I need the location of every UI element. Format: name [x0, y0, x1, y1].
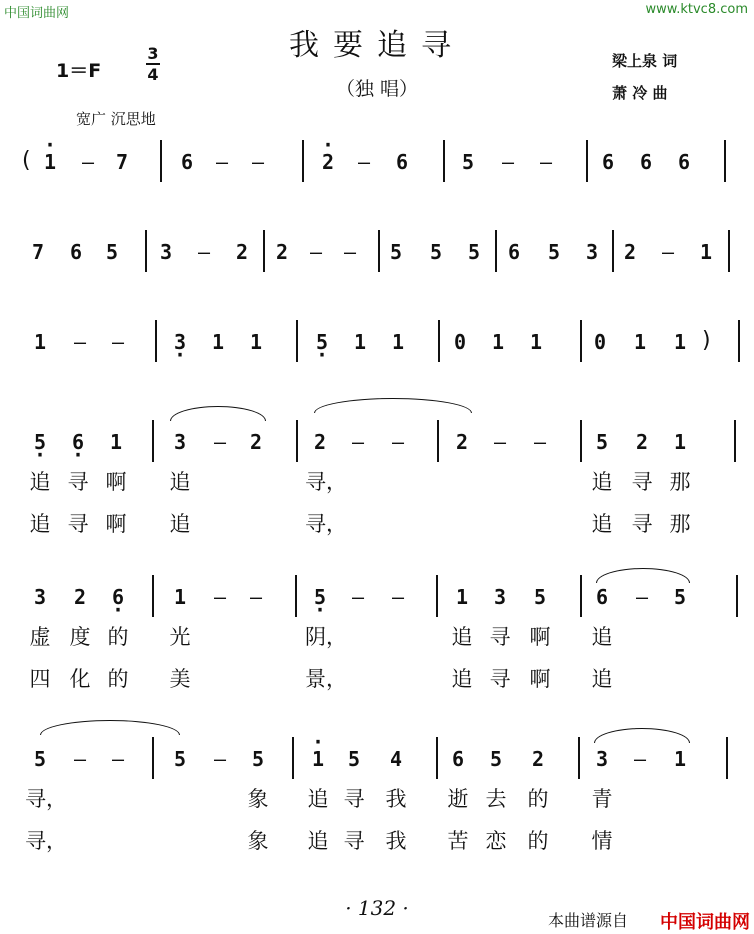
- lyric-syllable: 的: [107, 667, 129, 691]
- note: 6: [69, 240, 83, 264]
- lyric-syllable: 的: [527, 787, 549, 811]
- bar-line: [436, 737, 438, 779]
- note: 6: [451, 747, 465, 771]
- source-site: 中国词曲网: [660, 912, 750, 933]
- note: 1: [633, 330, 647, 354]
- note: 0: [453, 330, 467, 354]
- bar-line: [152, 575, 154, 617]
- bar-line: [736, 575, 738, 617]
- lyric-syllable: 的: [527, 829, 549, 853]
- lyric-syllable: 追: [29, 512, 51, 536]
- note: 3: [33, 585, 47, 609]
- note: 6: [595, 585, 609, 609]
- lyric-syllable: 我: [385, 787, 407, 811]
- lyric-syllable: 那: [669, 470, 691, 494]
- note: 5: [673, 585, 687, 609]
- bar-line: [296, 420, 298, 462]
- sustain-dash: –: [73, 747, 87, 771]
- sustain-dash: –: [343, 240, 357, 264]
- bar-line: [726, 737, 728, 779]
- sustain-dash: –: [661, 240, 675, 264]
- note: 5: [173, 747, 187, 771]
- note: 5: [347, 747, 361, 771]
- sustain-dash: –: [351, 430, 365, 454]
- sustain-dash: –: [213, 747, 227, 771]
- note: 1: [699, 240, 713, 264]
- sustain-dash: –: [351, 585, 365, 609]
- lyric-syllable: 去: [485, 787, 507, 811]
- sustain-dash: –: [197, 240, 211, 264]
- sustain-dash: –: [309, 240, 323, 264]
- note: 1: [33, 330, 47, 354]
- note: 1: [491, 330, 505, 354]
- score-line: [0, 747, 754, 787]
- note: · 2: [316, 150, 340, 174]
- lyric-syllable: 啊: [105, 470, 127, 494]
- sustain-dash: –: [251, 150, 265, 174]
- sustain-dash: –: [213, 430, 227, 454]
- lyric-syllable: 逝: [447, 787, 469, 811]
- watermark-right: www.ktvc8.com: [645, 2, 748, 17]
- bar-line: [263, 230, 265, 272]
- note: 3: [493, 585, 507, 609]
- bar-line: [443, 140, 445, 182]
- lyric-syllable: 寻: [67, 512, 89, 536]
- bar-line: [586, 140, 588, 182]
- score-line: [0, 330, 754, 370]
- note: 2: [531, 747, 545, 771]
- key-signature: 1＝F: [56, 60, 102, 82]
- slur-tie: [314, 398, 472, 413]
- note: 6: [180, 150, 194, 174]
- bar-line: [438, 320, 440, 362]
- note: 3: [595, 747, 609, 771]
- lyric-syllable: 那: [669, 512, 691, 536]
- note: · 1: [38, 150, 62, 174]
- song-subtitle: （独 唱）: [335, 78, 419, 100]
- lyric-syllable: 的: [107, 625, 129, 649]
- composer-credit: 萧 冷 曲: [612, 84, 668, 102]
- lyric-syllable: 寻: [489, 625, 511, 649]
- lyric-syllable: 象: [247, 829, 269, 853]
- note: 3 ·: [168, 330, 192, 354]
- bar-line: [580, 320, 582, 362]
- note: 1: [673, 747, 687, 771]
- note: 3: [159, 240, 173, 264]
- sustain-dash: –: [81, 150, 95, 174]
- bar-line: [152, 420, 154, 462]
- note: 5: [595, 430, 609, 454]
- note: 7: [115, 150, 129, 174]
- bar-line: [160, 140, 162, 182]
- bar-line: [738, 320, 740, 362]
- bar-line: [292, 737, 294, 779]
- lyric-syllable: 追: [169, 512, 191, 536]
- lyric-syllable: 寻: [489, 667, 511, 691]
- score-line: [0, 585, 754, 625]
- note: 5 ·: [310, 330, 334, 354]
- lyric-syllable: 光: [169, 625, 191, 649]
- lyric-syllable: 苦: [447, 829, 469, 853]
- bar-line: [296, 320, 298, 362]
- note: 0: [593, 330, 607, 354]
- note: 1: [109, 430, 123, 454]
- lyric-syllable: 寻，: [305, 470, 347, 494]
- sustain-dash: –: [357, 150, 371, 174]
- lyric-syllable: 寻，: [305, 512, 347, 536]
- lyric-syllable: 追: [451, 625, 473, 649]
- lyric-syllable: 寻，: [25, 829, 67, 853]
- bar-line: [437, 420, 439, 462]
- lyric-syllable: 度: [69, 625, 91, 649]
- bar-line: [436, 575, 438, 617]
- note: 5: [389, 240, 403, 264]
- sustain-dash: –: [539, 150, 553, 174]
- sustain-dash: –: [249, 585, 263, 609]
- sustain-dash: –: [391, 585, 405, 609]
- note: 2: [73, 585, 87, 609]
- bar-line: [378, 230, 380, 272]
- lyric-syllable: 景，: [305, 667, 347, 691]
- sustain-dash: –: [111, 330, 125, 354]
- note: 2: [635, 430, 649, 454]
- note: 4: [389, 747, 403, 771]
- bar-line: [728, 230, 730, 272]
- lyric-syllable: 追: [451, 667, 473, 691]
- lyric-syllable: 虚: [29, 625, 51, 649]
- tempo-marking: 宽广 沉思地: [76, 110, 156, 128]
- score-line: [0, 150, 754, 190]
- note: 2: [249, 430, 263, 454]
- note: 6: [395, 150, 409, 174]
- note: 1: [173, 585, 187, 609]
- page-number: · 132 ·: [345, 896, 409, 920]
- bar-line: [152, 737, 154, 779]
- note: 6: [601, 150, 615, 174]
- note: 3: [173, 430, 187, 454]
- note: 5: [533, 585, 547, 609]
- note: 5 ·: [28, 430, 52, 454]
- sustain-dash: –: [73, 330, 87, 354]
- sustain-dash: –: [391, 430, 405, 454]
- note: 3: [585, 240, 599, 264]
- note: 1: [529, 330, 543, 354]
- lyric-syllable: 啊: [105, 512, 127, 536]
- lyricist-credit: 梁上泉 词: [612, 52, 678, 70]
- lyric-syllable: 寻，: [25, 787, 67, 811]
- note: 1: [673, 430, 687, 454]
- lyric-syllable: 寻: [343, 829, 365, 853]
- note: 5: [251, 747, 265, 771]
- sustain-dash: –: [501, 150, 515, 174]
- lyric-syllable: 阴，: [305, 625, 347, 649]
- bar-line: [302, 140, 304, 182]
- song-title: 我要追寻: [289, 28, 465, 63]
- score-line: [0, 240, 754, 280]
- note: 5: [467, 240, 481, 264]
- open-parenthesis: (: [22, 148, 31, 173]
- watermark-left: 中国词曲网: [4, 6, 70, 21]
- note: 5: [461, 150, 475, 174]
- time-signature-bottom: 4: [147, 65, 159, 84]
- note: 1: [673, 330, 687, 354]
- lyric-syllable: 追: [591, 625, 613, 649]
- bar-line: [734, 420, 736, 462]
- note: 6: [507, 240, 521, 264]
- close-parenthesis: ): [702, 328, 711, 353]
- lyric-syllable: 情: [591, 829, 613, 853]
- score-line: [0, 430, 754, 470]
- time-signature-top: 3: [147, 44, 159, 63]
- bar-line: [578, 737, 580, 779]
- lyric-syllable: 追: [29, 470, 51, 494]
- sustain-dash: –: [635, 585, 649, 609]
- bar-line: [612, 230, 614, 272]
- lyric-syllable: 追: [307, 829, 329, 853]
- lyric-syllable: 我: [385, 829, 407, 853]
- lyric-syllable: 啊: [529, 625, 551, 649]
- sustain-dash: –: [633, 747, 647, 771]
- lyric-syllable: 追: [591, 470, 613, 494]
- lyric-syllable: 寻: [67, 470, 89, 494]
- lyric-syllable: 寻: [631, 512, 653, 536]
- lyric-syllable: 象: [247, 787, 269, 811]
- lyric-syllable: 追: [591, 512, 613, 536]
- note: 5: [547, 240, 561, 264]
- note: 1: [211, 330, 225, 354]
- sustain-dash: –: [215, 150, 229, 174]
- note: 2: [275, 240, 289, 264]
- note: 2: [623, 240, 637, 264]
- note: 1: [391, 330, 405, 354]
- lyric-syllable: 追: [307, 787, 329, 811]
- lyric-syllable: 恋: [485, 829, 507, 853]
- note: 2: [455, 430, 469, 454]
- sustain-dash: –: [213, 585, 227, 609]
- lyric-syllable: 化: [69, 667, 91, 691]
- sustain-dash: –: [493, 430, 507, 454]
- note: 6: [677, 150, 691, 174]
- bar-line: [580, 420, 582, 462]
- lyric-syllable: 寻: [343, 787, 365, 811]
- bar-line: [495, 230, 497, 272]
- lyric-syllable: 寻: [631, 470, 653, 494]
- sustain-dash: –: [111, 747, 125, 771]
- note: 5: [105, 240, 119, 264]
- slur-tie: [594, 728, 690, 743]
- note: 6 ·: [106, 585, 130, 609]
- note: 5: [429, 240, 443, 264]
- slur-tie: [40, 720, 180, 735]
- note: 5 ·: [308, 585, 332, 609]
- lyric-syllable: 啊: [529, 667, 551, 691]
- bar-line: [155, 320, 157, 362]
- bar-line: [580, 575, 582, 617]
- lyric-syllable: 追: [169, 470, 191, 494]
- bar-line: [724, 140, 726, 182]
- lyric-syllable: 美: [169, 667, 191, 691]
- note: 2: [235, 240, 249, 264]
- note: 6 ·: [66, 430, 90, 454]
- lyric-syllable: 追: [591, 667, 613, 691]
- slur-tie: [170, 406, 266, 421]
- bar-line: [295, 575, 297, 617]
- source-text: 本曲谱源自: [548, 911, 629, 930]
- note: 2: [313, 430, 327, 454]
- note: 7: [31, 240, 45, 264]
- bar-line: [145, 230, 147, 272]
- time-signature: [146, 44, 160, 84]
- lyric-syllable: 四: [29, 667, 51, 691]
- note: 1: [353, 330, 367, 354]
- note: 1: [455, 585, 469, 609]
- note: 5: [489, 747, 503, 771]
- note: 5: [33, 747, 47, 771]
- slur-tie: [596, 568, 690, 583]
- lyric-syllable: 青: [591, 787, 613, 811]
- note: 6: [639, 150, 653, 174]
- note: 1: [249, 330, 263, 354]
- sustain-dash: –: [533, 430, 547, 454]
- note: · 1: [306, 747, 330, 771]
